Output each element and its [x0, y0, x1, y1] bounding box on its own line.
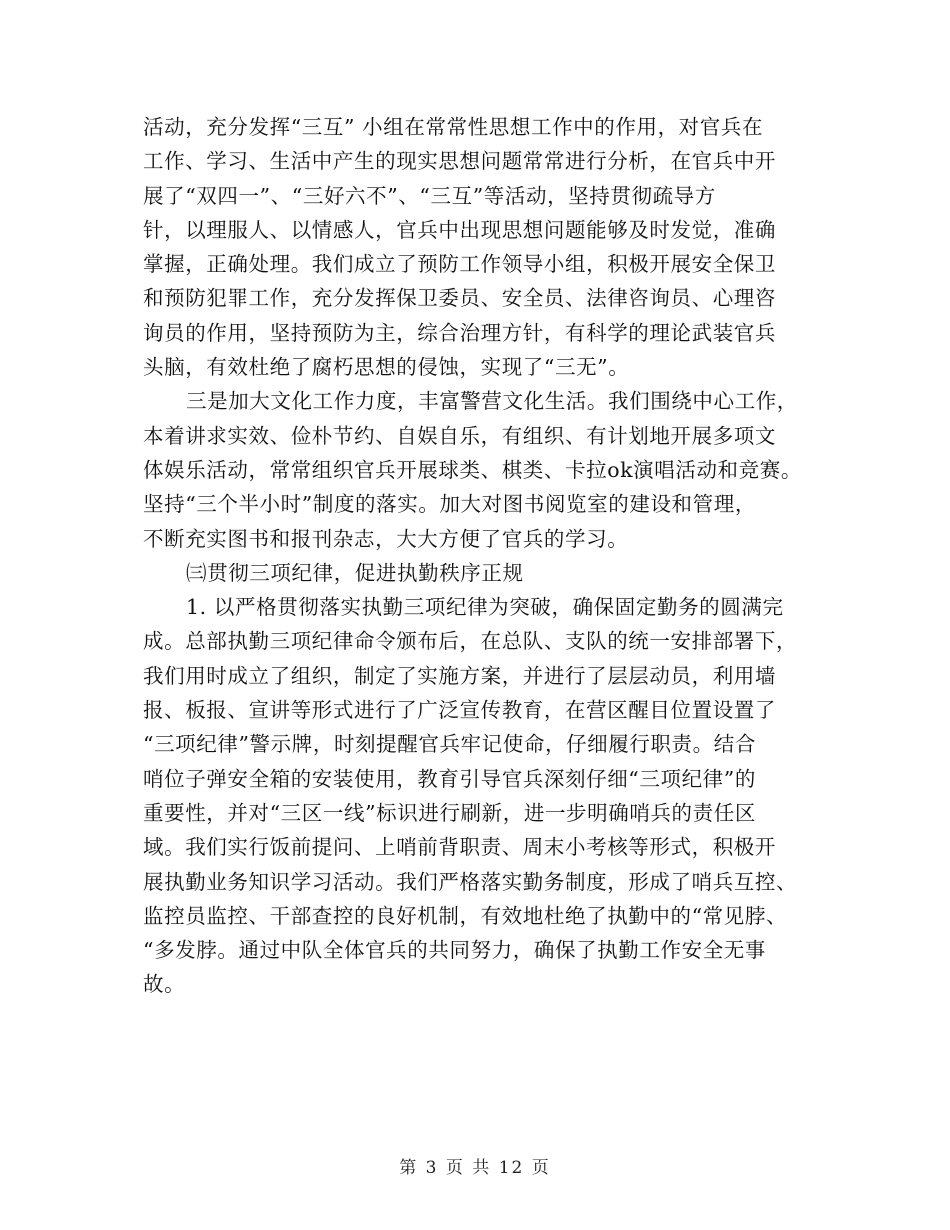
text-line: 报、板报、宣讲等形式进行了广泛宣传教育，在营区醒目位置设置了	[143, 698, 776, 723]
text-line: 我们用时成立了组织，制定了实施方案，并进行了层层动员，利用墙	[143, 663, 776, 688]
body-text	[143, 110, 813, 1002]
text-line: 不断充实图书和报刊杂志，大大方便了官兵的学习。	[143, 526, 629, 551]
text-line: 域。我们实行饭前提问、上哨前背职责、周末小考核等形式，积极开	[143, 835, 776, 860]
text-line: 询员的作用，坚持预防为主，综合治理方针，有科学的理论武装官兵	[143, 320, 776, 345]
text-line: 监控员监控、干部查控的良好机制，有效地杜绝了执勤中的“常见脖、	[143, 903, 788, 928]
text-line: 活动，充分发挥“三互” 小组在常常性思想工作中的作用，对官兵在	[143, 115, 764, 139]
text-line: 1. 以严格贯彻落实执勤三项纪律为突破，确保固定勤务的圆满完	[186, 595, 784, 620]
text-line: ㈢贯彻三项纪律，促进执勤秩序正规	[186, 560, 524, 585]
text-line: 本着讲求实效、俭朴节约、自娱自乐，有组织、有计划地开展多项文	[143, 423, 776, 448]
page-footer: 第 3 页 共 12 页	[399, 1158, 551, 1178]
text-line: 三是加大文化工作力度，丰富警营文化生活。我们围绕中心工作，	[186, 389, 798, 414]
text-line: 成。总部执勤三项纪律命令颁布后，在总队、支队的统一安排部署下，	[143, 629, 798, 654]
text-line: “多发脖。通过中队全体官兵的共同努力，确保了执勤工作安全无事	[143, 938, 766, 963]
text-line: 坚持“三个半小时”制度的落实。加大对图书阅览室的建设和管理，	[143, 492, 756, 517]
text-line: 展了“双四一”、“三好六不”、“三互”等活动，坚持贯彻疏导方	[143, 183, 716, 208]
text-line: 头脑，有效杜绝了腐朽思想的侵蚀，实现了“三无”。	[143, 355, 630, 380]
text-line: 重要性，并对“三区一线”标识进行刷新，进一步明确哨兵的责任区	[143, 800, 756, 825]
text-line: 掌握，正确处理。我们成立了预防工作领导小组，积极开展安全保卫	[143, 252, 776, 277]
text-line: 展执勤业务知识学习活动。我们严格落实勤务制度，形成了哨兵互控、	[143, 869, 798, 894]
text-line: “三项纪律”警示牌，时刻提醒官兵牢记使命，仔细履行职责。结合	[143, 732, 756, 757]
text-line: 体娱乐活动，常常组织官兵开展球类、棋类、卡拉ok演唱活动和竞赛。	[143, 457, 802, 482]
text-line: 针，以理服人、以情感人，官兵中出现思想问题能够及时发觉，准确	[143, 217, 776, 242]
text-line: 故。	[143, 972, 186, 997]
text-line: 哨位子弹安全箱的安装使用，教育引导官兵深刻仔细“三项纪律”的	[143, 766, 756, 791]
text-line: 和预防犯罪工作，充分发挥保卫委员、安全员、法律咨询员、心理咨	[143, 286, 776, 311]
text-line: 工作、学习、生活中产生的现实思想问题常常进行分析，在官兵中开	[143, 149, 776, 174]
